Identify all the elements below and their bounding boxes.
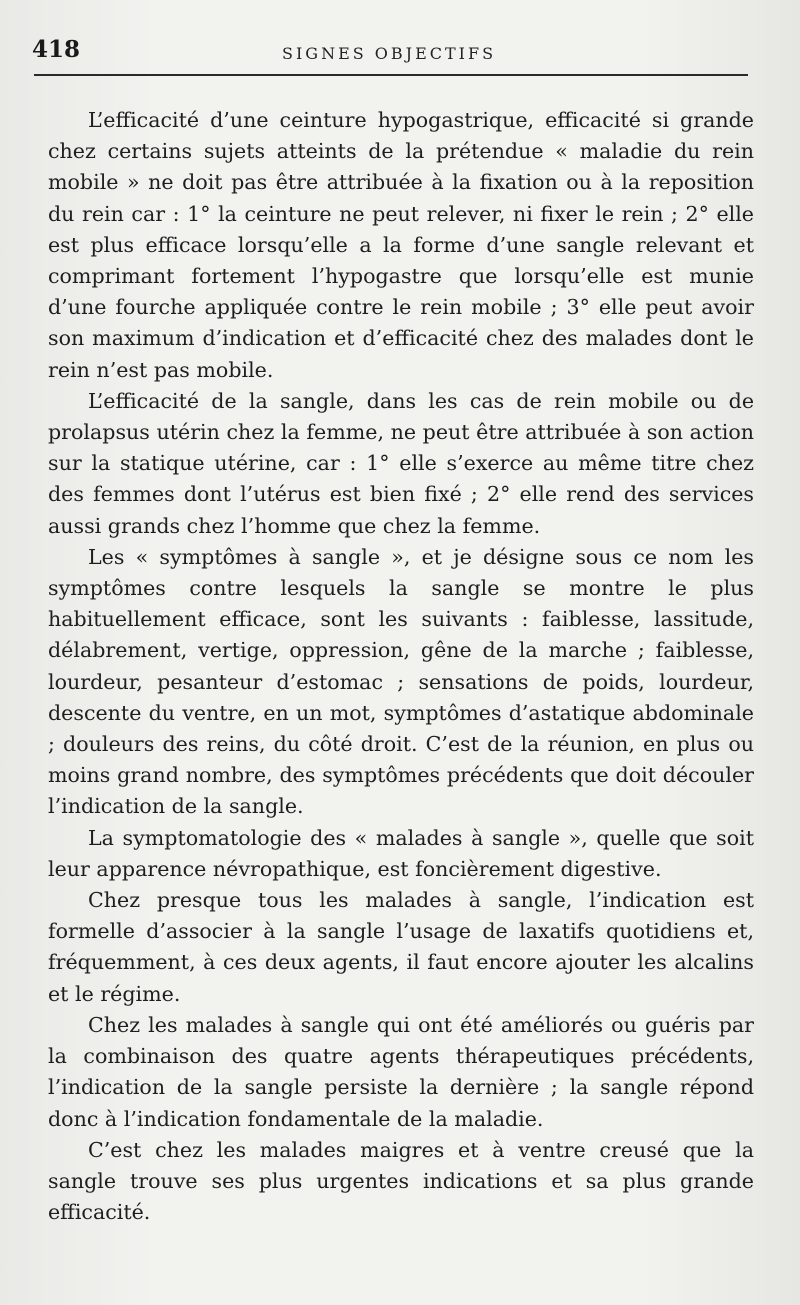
header-rule	[34, 74, 748, 76]
running-head: SIGNES OBJECTIFS	[282, 44, 497, 63]
paragraph: Chez les malades à sangle qui ont été améliorés ou guéris par la combinaison des quatre agents thérapeutiques précédents, l’indication de la sangle persiste la dernière ; la sangle répond donc à l’indication fondamentale de la maladie.	[48, 1012, 754, 1131]
paragraph: L’efficacité de la sangle, dans les cas de rein mobile ou de prolapsus utérin chez la femme, ne peut être attribuée à son action sur la statique utérine, car : 1° elle s’exerce au même titre chez des femmes dont l’utérus est bien fixé ; 2° elle rend des services aussi grands chez l’homme que chez la femme.	[48, 388, 754, 538]
paragraph: C’est chez les malades maigres et à ventre creusé que la sangle trouve ses plus urgentes indications et sa plus grande efficacité.	[48, 1137, 754, 1225]
page-number: 418	[32, 36, 81, 63]
paragraph: L’efficacité d’une ceinture hypogastrique, efficacité si grande chez certains sujets atteints de la prétendue « maladie du rein mobile » ne doit pas être attribuée à la fixation ou à la reposition du rein car : 1° la ceinture ne peut relever, ni fixer le rein ; 2° elle est plus efficace lorsqu’elle a la forme d’une sangle relevant et comprimant fortement l’hypogastre que lorsqu’elle est munie d’une fourche appliquée contre le rein mobile ; 3° elle peut avoir son maximum d’indication et d’efficacité chez des malades dont le rein n’est pas mobile.	[48, 108, 754, 382]
paragraph: La symptomatologie des « malades à sangle », quelle que soit leur apparence névropathique, est foncièrement digestive.	[48, 825, 754, 881]
paragraph: Les « symptômes à sangle », et je désigne sous ce nom les symptômes contre lesquels la sangle se montre le plus habituellement efficace, sont les suivants : faiblesse, lassitude, délabrement, vertige, oppression, gêne de la marche ; faiblesse, lourdeur, pesanteur d’estomac ; sensations de poids, lourdeur, descente du ventre, en un mot, symptômes d’astatique abdominale ; douleurs des reins, du côté droit. C’est de la réunion, en plus ou moins grand nombre, des symptômes précédents que doit découler l’indication de la sangle.	[48, 544, 754, 819]
page-header	[32, 36, 752, 66]
paragraph: Chez presque tous les malades à sangle, l’indication est formelle d’associer à la sangle l’usage de laxatifs quotidiens et, fréquemment, à ces deux agents, il faut encore ajouter les alcalins et le régime.	[48, 888, 754, 1006]
body-text	[48, 105, 754, 1228]
